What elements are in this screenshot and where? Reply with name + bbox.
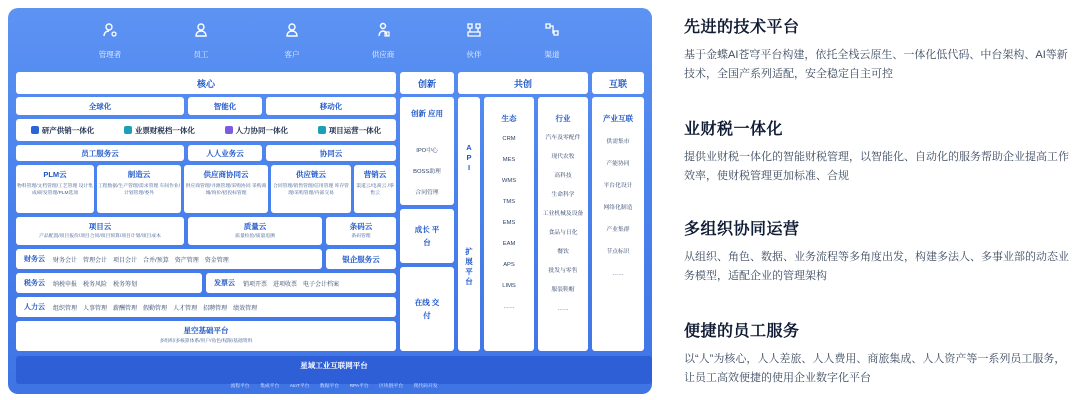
user-partner: 伙伴 [444,22,504,62]
integration-item: 项目运营一体化 [318,125,382,136]
co-creation-header: 共创 [458,72,588,94]
user-manager: 管理者 [80,22,140,62]
interconnect-item: 产能协同 [606,161,630,167]
integration-dot-icon [31,126,39,134]
project-cloud: 项目云 产品配置/项目报价/项目合同/项目预算/项目计划/项目成本 [16,217,184,245]
iot-platform-item: 集成平台 [260,384,280,389]
finance-item: 资金管理 [204,257,229,264]
feature-desc: 以“人”为核心，人人差旅、人人费用、商旅集成、人人资产等一系列员工服务，让员工高效便捷的使用企业数字化平台 [684,353,1066,384]
hr-item: 组织管理 [53,305,78,312]
iot-platform-item: AIoT平台 [289,384,310,389]
interconnect-item: 供需集市 [606,139,630,145]
ecosystem-item: …… [503,304,515,310]
api-extension-column: A P I 扩 展 平 台 [458,97,480,351]
finance-item: 管理会计 [83,257,108,264]
person-hierarchy-icon [375,22,391,38]
feature-title: 多组织协同运营 [684,221,800,238]
feature-title: 业财税一体化 [684,121,784,138]
feature-finance-tax [684,116,1076,186]
user-customer: 客户 [262,22,322,62]
manufacturing-cloud: 制造云 工程数据/生产管理/需求管理 车间作业/计划管理/委外 [97,165,181,213]
marketing-cloud: 营销云 渠道云/电商云 /零售云 [354,165,396,213]
user-supplier: 供应商 [353,22,413,62]
hr-item: 假勤管理 [143,305,168,312]
industry-item: …… [557,306,569,312]
plm-cloud: PLM云 物料管理/文档管理/工艺管理 设计集成/研发管理/PLM选项 [16,165,94,213]
ecosystem-item: LIMS [502,283,516,289]
integrations-row [16,119,396,141]
online-delivery: 在线 交付 [400,267,454,351]
interconnect-header: 互联 [592,72,644,94]
industry-item: 餐饮 [557,249,569,255]
invoice-item: 销项开票 [243,281,268,288]
feature-employee-service [684,318,1076,388]
iot-platform-item: 区块链平台 [379,384,404,389]
barcode-cloud: 条码云 条码管理 [326,217,396,245]
base-platform: 星空基础平台 多组织/多核算体系/用户/角色/权限/基础资料 [16,321,396,351]
industry-item: 服装鞋帽 [551,287,575,293]
hr-item: 人才管理 [173,305,198,312]
innovative-apps: 创新 应用 IPO中心 BOSS助理 合同管理 [400,97,454,205]
ecosystem-item: TMS [502,199,516,205]
user-channel: 渠道 [522,22,582,62]
feature-title: 便捷的员工服务 [684,323,800,340]
hr-item: 绩效管理 [233,305,258,312]
industry-item: 汽车及零配件 [545,135,581,141]
architecture-diagram [8,8,652,394]
person-icon [284,22,300,38]
person-icon [193,22,209,38]
interconnect-item: 产业集群 [606,227,630,233]
tax-item: 税务风险 [83,281,108,288]
user-employee: 员工 [171,22,231,62]
integration-dot-icon [318,126,326,134]
finance-item: 合并/预算 [143,257,169,264]
pillar-globalization: 全球化 [16,97,184,115]
everyone-business-cloud: 人人业务云 [188,145,262,161]
invoice-item: 电子会计档案 [303,281,340,288]
integration-item: 研产供销一体化 [31,125,95,136]
finance-item: 项目会计 [113,257,138,264]
finance-cloud: 财务云 财务会计 管理会计 项目会计 合并/预算 资产管理 资金管理 [16,249,322,269]
core-header: 核心 [16,72,396,94]
hr-item: 招聘管理 [203,305,228,312]
feature-desc: 提供业财税一体化的智能财税管理，以智能化、自动化的服务帮助企业提高工作效率，使财税管理更加标准、合规 [684,151,1069,182]
integration-item: 业票财税档一体化 [124,125,195,136]
ecosystem-item: WMS [501,178,517,184]
iot-platform-item: RPA平台 [349,384,369,389]
iot-platform-item: 数据平台 [319,384,340,389]
interconnect-item: 节点标识 [606,249,630,255]
tax-item: 税务筹划 [113,281,138,288]
growth-platform: 成长 平台 [400,209,454,263]
feature-tech-platform [684,14,1076,84]
integration-item: 人力协同一体化 [225,125,289,136]
feature-desc: 从组织、角色、数据、业务流程等多角度出发，构建多法人、多事业部的动态业务模型，适配企业的管理架构 [684,251,1069,282]
integration-dot-icon [124,126,132,134]
tax-item: 纳税申报 [53,281,78,288]
feature-desc: 基于金蝶AI苍穹平台构建，依托全栈云原生、一体化低代码、中台架构、AI等新技术，全国产系列适配，安全稳定自主可控 [684,49,1068,80]
iot-platform-item: 流程平台 [230,384,250,389]
channel-network-icon [544,22,560,38]
supply-chain-cloud: 供应链云 合同管理/销售管理/信用管理 库存管理/采购管理/内部交易 [271,165,351,213]
finance-item: 财务会计 [53,257,78,264]
industry-item: 批发与零售 [548,268,578,274]
interconnect-item: 平台化设计 [603,183,633,189]
employee-service-cloud: 员工服务云 [16,145,184,161]
innovation-item: IPO中心 [416,148,438,154]
ecosystem-item: APS [503,262,515,268]
feature-multi-org [684,216,1076,286]
supplier-collaboration-cloud: 供应商协同云 供应商管理/寻源管理/采购协同 采购商城/询价/招投标管理 [184,165,268,213]
ecosystem-item: MES [502,157,516,163]
industry-item: 现代农牧 [551,154,575,160]
innovation-item: BOSS助理 [413,169,441,175]
ecosystem-item: EMS [502,220,516,226]
invoice-cloud: 发票云 销项开票 进项收票 电子会计档案 [206,273,396,293]
quality-cloud: 质量云 质量检验/质量追溯 [188,217,322,245]
industry-item: 食品与日化 [548,230,578,236]
ecosystem-item: CRM [502,136,516,142]
feature-title: 先进的技术平台 [684,19,800,36]
interconnect-item: …… [612,271,624,277]
hr-item: 薪酬管理 [113,305,138,312]
hr-item: 人事管理 [83,305,108,312]
iot-platform-bar: 星域工业互联网平台 流程平台 集成平台 AIoT平台 数据平台 RPA平台 区块链平台 现代码开发 [16,356,652,384]
interconnect-item: 网络化制造 [603,205,633,211]
innovation-header: 创新 [400,72,454,94]
invoice-item: 进项收票 [273,281,298,288]
finance-item: 资产管理 [174,257,199,264]
person-gear-icon [102,22,118,38]
hr-cloud: 人力云 组织管理 人事管理 薪酬管理 假勤管理 人才管理 招聘管理 绩效管理 [16,297,396,317]
tax-cloud: 税务云 纳税申报 税务风险 税务筹划 [16,273,202,293]
industry-item: 高科技 [554,173,572,179]
collaboration-cloud: 协同云 [266,145,396,161]
innovation-item: 合同管理 [415,190,439,196]
pillar-intelligence: 智能化 [188,97,262,115]
industry-column: 行业 汽车及零配件 现代农牧 高科技 生命科学 工业机械及设备 食品与日化 餐饮 批发与零售 服装鞋帽 …… [538,97,588,351]
pillar-mobility: 移动化 [266,97,396,115]
partners-icon [466,22,482,38]
ecosystem-column: 生态 CRM MES WMS TMS EMS EAM APS LIMS …… [484,97,534,351]
iot-platform-item: 现代码开发 [413,384,438,389]
ecosystem-item: EAM [502,241,516,247]
industry-interconnect-column: 产业互联 供需集市 产能协同 平台化设计 网络化制造 产业集群 节点标识 …… [592,97,644,351]
industry-item: 工业机械及设备 [542,211,584,217]
bank-enterprise-cloud: 银企服务云 [326,249,396,269]
integration-dot-icon [225,126,233,134]
industry-item: 生命科学 [551,192,575,198]
